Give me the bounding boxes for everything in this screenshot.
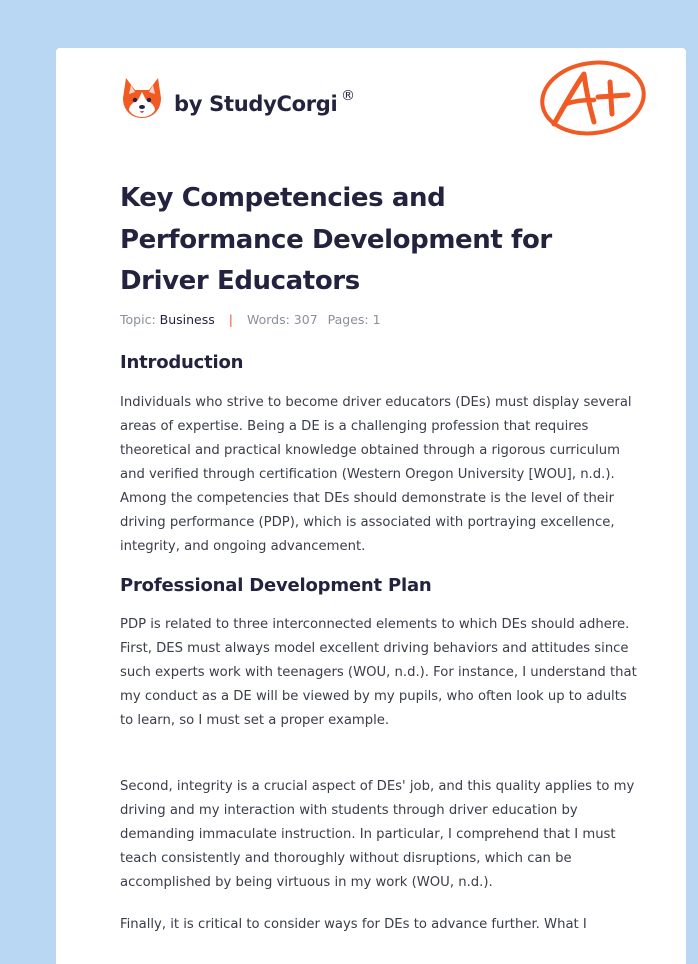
meta-separator: | [228,312,233,327]
document-title: Key Competencies and Performance Development for Driver Educators [120,183,552,296]
section-heading-introduction: Introduction [120,352,244,373]
words-label: Words: [246,312,290,327]
topic-link[interactable]: Business [159,312,215,327]
registered-mark: ® [341,88,355,104]
brand-name: by StudyCorgi [174,92,338,116]
paragraph: PDP is related to three interconnected elements to which DEs should adhere. First, DES must always model excellent driving behaviors and attitudes since such experts work with teenagers (WOU, n.d.). For instance, I understand that my conduct as a DE will be viewed by my pupils, who often look up to adults to learn, so I must set a proper example. [120,617,637,728]
corgi-logo-icon [120,76,164,120]
pages-label: Pages: [327,312,369,327]
paragraph: Individuals who strive to become driver educators (DEs) must display several areas of expertise. Being a DE is a challenging profession that requires theoretical and practical knowledge obtained through a rigorous curriculum and verified through certification (Western Oregon University [WOU], n.d.). Among the competencies that DEs should demonstrate is the level of their driving performance (PDP), which is associated with portraying excellence, integrity, and ongoing advancement. [120,395,632,554]
a-plus-grade-icon [536,60,648,140]
paragraph: Second, integrity is a crucial aspect of DEs' job, and this quality applies to my driving and my interaction with students through driver education by demanding immaculate instruction. In particular, I comprehend that I must teach consistently and thoroughly without disruptions, which can be accomplished by being virtuous in my work (WOU, n.d.). [120,779,635,890]
pages-value: 1 [372,312,381,327]
topic-label: Topic: [120,312,156,327]
words-value: 307 [293,312,318,327]
document-page [56,48,686,964]
document-meta [120,312,381,327]
section-heading-professional-development-plan: Professional Development Plan [120,575,432,596]
paragraph: Finally, it is critical to consider ways for DEs to advance further. What I [120,917,587,932]
